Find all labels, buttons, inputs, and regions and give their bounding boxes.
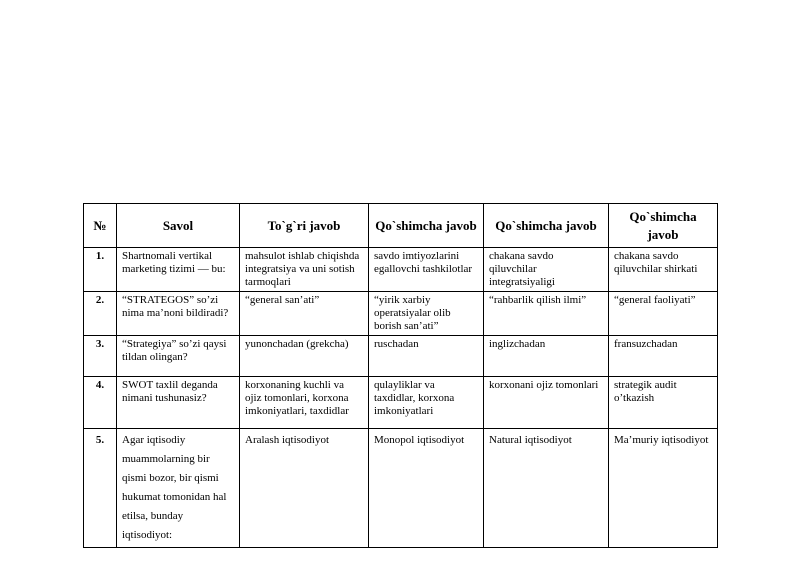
table-header-row: [84, 204, 718, 248]
extra-answer-cell: Monopol iqtisodiyot: [369, 429, 484, 548]
correct-answer-cell: yunonchadan (grekcha): [240, 336, 369, 377]
header-number: №: [84, 204, 117, 248]
correct-answer-cell: korxonaning kuchli va ojiz tomonlari, korxona imkoniyatlari, taxdidlar: [240, 377, 369, 429]
table-row: [84, 336, 718, 377]
correct-answer-cell: mahsulot ishlab chiqishda integratsiya va uni sotish tarmoqlari: [240, 248, 369, 292]
row-number: 3.: [84, 336, 117, 377]
correct-answer-cell: “general san’ati”: [240, 292, 369, 336]
extra-answer-cell: “general faoliyati”: [609, 292, 718, 336]
extra-answer-cell: “rahbarlik qilish ilmi”: [484, 292, 609, 336]
extra-answer-cell: chakana savdo qiluvchilar integratsiyaligi: [484, 248, 609, 292]
table-row: [84, 429, 718, 548]
question-cell: Agar iqtisodiy muammolarning bir qismi bozor, bir qismi hukumat tomonidan hal etilsa, bunday iqtisodiyot:: [117, 429, 240, 548]
extra-answer-cell: inglizchadan: [484, 336, 609, 377]
header-correct-answer: To`g`ri javob: [240, 204, 369, 248]
extra-answer-cell: chakana savdo qiluvchilar shirkati: [609, 248, 718, 292]
header-extra-answer-2: Qo`shimcha javob: [484, 204, 609, 248]
header-extra-answer-1: Qo`shimcha javob: [369, 204, 484, 248]
extra-answer-cell: “yirik xarbiy operatsiyalar olib borish san’ati”: [369, 292, 484, 336]
question-cell: “STRATEGOS” so’zi nima ma’noni bildiradi?: [117, 292, 240, 336]
extra-answer-cell: Natural iqtisodiyot: [484, 429, 609, 548]
extra-answer-cell: fransuzchadan: [609, 336, 718, 377]
row-number: 5.: [84, 429, 117, 548]
extra-answer-cell: strategik audit o’tkazish: [609, 377, 718, 429]
correct-answer-cell: Aralash iqtisodiyot: [240, 429, 369, 548]
header-question: Savol: [117, 204, 240, 248]
extra-answer-cell: qulayliklar va taxdidlar, korxona imkoniyatlari: [369, 377, 484, 429]
questions-table: [83, 203, 718, 548]
extra-answer-cell: Ma’muriy iqtisodiyot: [609, 429, 718, 548]
table-row: [84, 292, 718, 336]
row-number: 4.: [84, 377, 117, 429]
table-row: [84, 377, 718, 429]
extra-answer-cell: ruschadan: [369, 336, 484, 377]
question-cell: Shartnomali vertikal marketing tizimi — bu:: [117, 248, 240, 292]
question-cell: SWOT taxlil deganda nimani tushunasiz?: [117, 377, 240, 429]
row-number: 1.: [84, 248, 117, 292]
extra-answer-cell: korxonani ojiz tomonlari: [484, 377, 609, 429]
table-row: [84, 248, 718, 292]
question-cell: “Strategiya” so’zi qaysi tildan olingan?: [117, 336, 240, 377]
header-extra-answer-3: Qo`shimcha javob: [609, 204, 718, 248]
row-number: 2.: [84, 292, 117, 336]
extra-answer-cell: savdo imtiyozlarini egallovchi tashkilotlar: [369, 248, 484, 292]
